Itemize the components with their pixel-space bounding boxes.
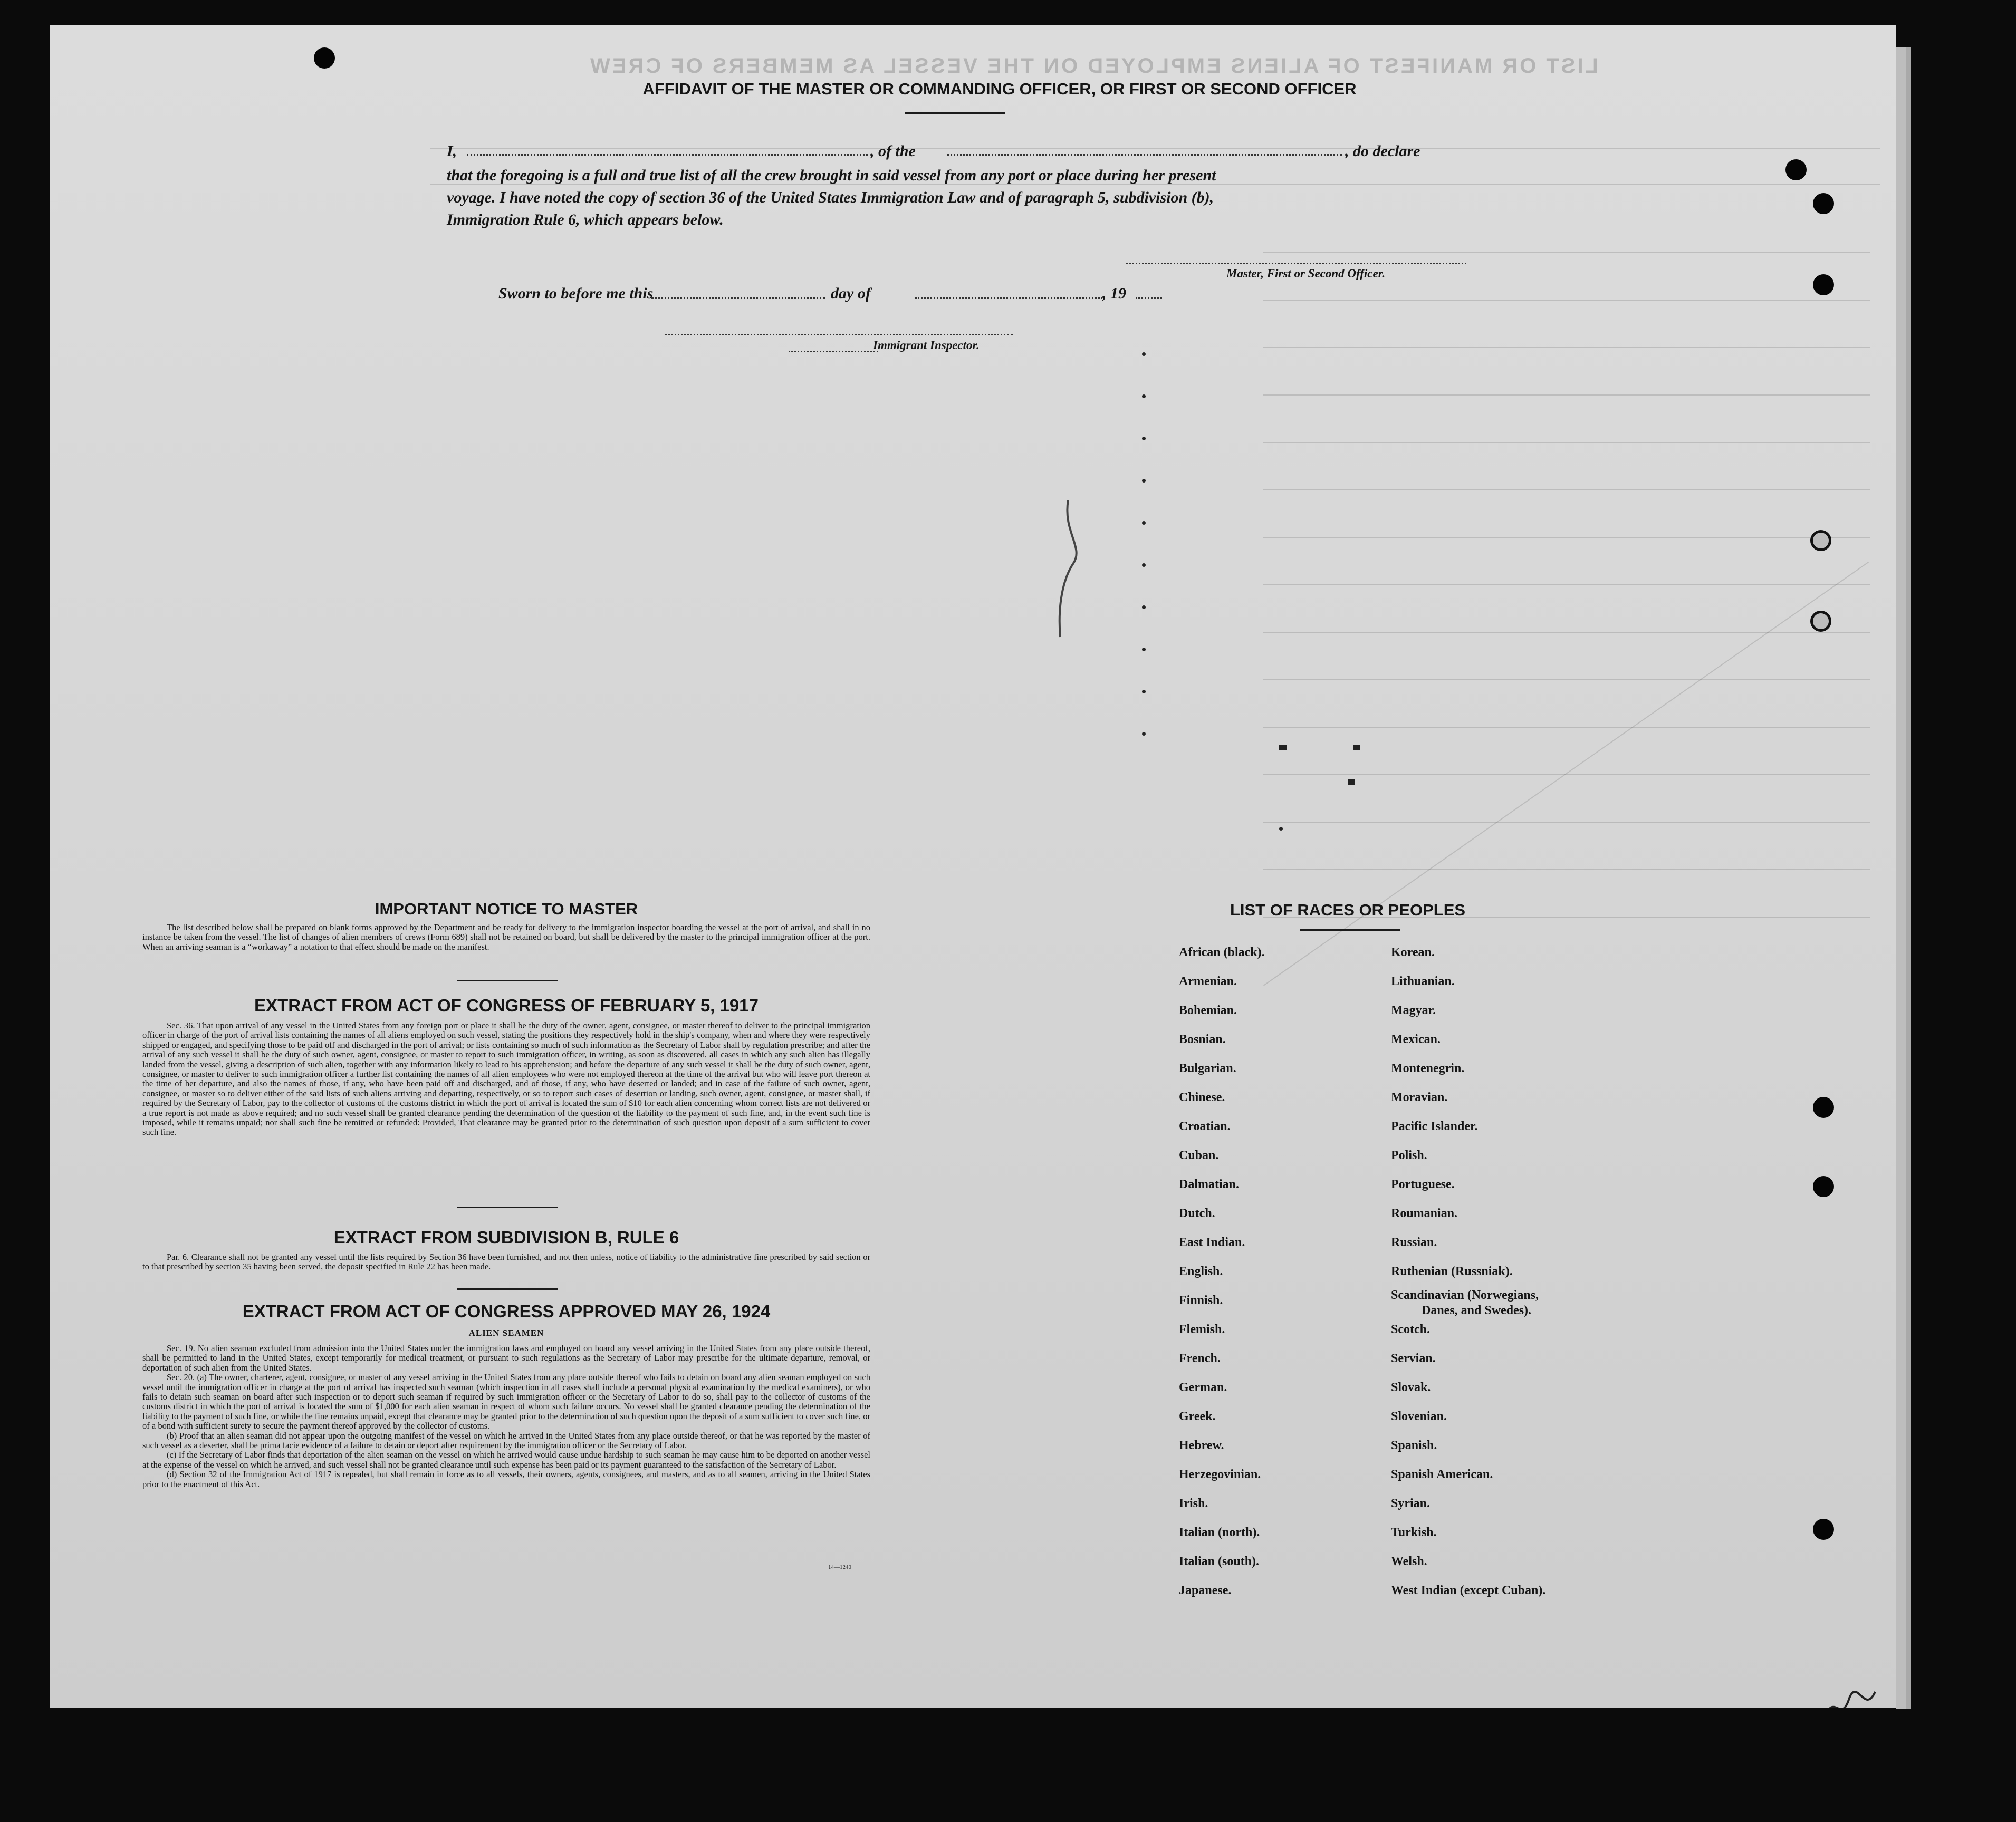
race-item: English. [1179,1265,1223,1278]
ink-mark [1142,605,1146,609]
extract-1917-body [142,1021,870,1137]
ink-mark [1142,563,1146,567]
race-item: Slovak. [1391,1381,1431,1394]
race-item: Bosnian. [1179,1033,1226,1046]
sec-20a-paragraph: Sec. 20. (a) The owner, charterer, agent, consignee, or master of any vessel arriving in the United States from any place outside thereof who fails to detain on board any alien seaman employed on such vessel until the immigration officer in charge at the port of arrival has inspected such seaman (which inspection in all cases shall include a personal physical examination by the medical examiners), or who fails to detain such seaman on board after such inspection or to deport such seaman if required by such immigration officer or the Secretary of Labor to do so, shall pay to the collector of customs of the customs district in which the port of arrival is located the sum of $1,000 for each alien seaman in respect of whom such failure occurs. No vessel shall be granted clearance pending the determination of the liability to the payment of such fine, or while the fine remains unpaid, except that clearance may be granted prior to the determination of such question upon the deposit of a sum sufficient to cover such fine, or of a bond with sufficient surety to secure the payment thereof approved by the collector of customs. [142,1372,870,1431]
punch-hole-icon [1813,1519,1834,1540]
punch-hole-icon [1813,274,1834,295]
ink-mark [1142,648,1146,651]
notice-paragraph: The list described below shall be prepared on blank forms approved by the Department and be ready for delivery to the immigration inspector boarding the vessel at the port of arrival, and shall in no instance be taken from the vessel. The list of changes of alien members of crews (Form 689) shall not be retained on board, but shall be delivered by the master to the principal immigration officer at the port. When an arriving seaman is a “workaway” a notation to that effect should be made on the manifest. [142,922,870,952]
sworn-day-line[interactable] [651,297,825,299]
race-item: Magyar. [1391,1004,1436,1017]
sworn-year-line[interactable] [1136,297,1162,299]
race-item: Greek. [1179,1410,1216,1423]
sec-19-paragraph: Sec. 19. No alien seaman excluded from admission into the United States under the immigration laws and employed on board any vessel arriving in the United States from any place outside thereof, shall be permitted to land in the United States, except temporarily for medical treatment, or pursuant to such regulations as the Secretary of Labor may prescribe for the ultimate departure, removal, or deportation of such alien from the United States. [142,1343,870,1373]
inspector-signature-line[interactable] [665,334,1013,335]
day-of-label: day of [831,285,871,302]
race-item: German. [1179,1381,1227,1394]
race-item: Slovenian. [1391,1410,1447,1423]
affidavit-declare-label: , do declare [1345,142,1420,160]
ink-mark [1142,394,1146,398]
extract-rule6-title: EXTRACT FROM SUBDIVISION B, RULE 6 [333,1228,679,1247]
sworn-label: Sworn to before me this [498,285,654,302]
race-item: Ruthenian (Russniak). [1391,1265,1513,1278]
race-item: Herzegovinian. [1179,1468,1261,1481]
ink-mark [1142,352,1146,356]
bleed-through-header: LIST OR MANIFEST OF ALIENS EMPLOYED ON THE VESSEL AS MEMBERS OF CREW [588,54,1599,78]
races-title: LIST OF RACES OR PEOPLES [1230,901,1466,919]
punch-hole-icon [1813,193,1834,214]
race-item: Japanese. [1179,1584,1232,1597]
race-item: Dutch. [1179,1207,1215,1220]
extract-1924-body [142,1344,870,1489]
affidavit-line-3: Immigration Rule 6, which appears below. [447,211,724,228]
race-item: East Indian. [1179,1236,1245,1249]
year-label: , 19 [1102,285,1126,302]
punch-hole-icon [1785,159,1807,180]
race-item: Croatian. [1179,1120,1231,1133]
races-title-rule [1300,929,1400,931]
underlying-page-edge [1906,47,1911,1709]
extract-1917-rule [457,1207,558,1208]
race-item: Montenegrin. [1391,1062,1465,1075]
race-item: Mexican. [1391,1033,1441,1046]
race-item: Italian (south). [1179,1555,1260,1568]
ink-mark [1142,437,1146,440]
ink-mark [1142,521,1146,525]
extract-rule6-body [142,1252,870,1272]
underlying-page-edge [1896,47,1906,1709]
affidavit-of-the-label: , of the [870,142,916,160]
inspector-label: Immigrant Inspector. [873,339,980,352]
race-item: Welsh. [1391,1555,1427,1568]
race-item: Scotch. [1391,1323,1430,1336]
race-item: Syrian. [1391,1497,1431,1510]
ink-mark [1279,745,1287,750]
extract-rule6-paragraph: Par. 6. Clearance shall not be granted any vessel until the lists required by Section 36 have been furnished, and not then unless, notice of liability to the administrative fine prescribed by said section or to that prescribed by section 35 having been served, the deposit specified in Rule 22 has been made. [142,1252,870,1272]
affidavit-i-label: I, [447,142,457,160]
race-item: African (black). [1179,946,1265,959]
race-item: Hebrew. [1179,1439,1224,1452]
race-item: Spanish. [1391,1439,1437,1452]
race-item: Polish. [1391,1149,1427,1162]
race-item: Turkish. [1391,1526,1437,1539]
pencil-mark [1052,500,1095,648]
punch-hole-icon [1810,530,1831,551]
extract-rule6-rule [457,1288,558,1290]
affidavit-line-1: that the foregoing is a full and true list of all the crew brought in said vessel from any port or place during her present [447,167,1216,184]
sec-20b-paragraph: (b) Proof that an alien seaman did not appear upon the outgoing manifest of the vessel on which he arrived in the United States from any place outside thereof, or that he was reported by the master of such vessel as a deserter, shall be prima facie evidence of a failure to detain or deport after requirement by the immigration officer or the Secretary of Labor. [142,1430,870,1451]
punch-hole-icon [1813,1176,1834,1197]
race-item: Dalmatian. [1179,1178,1239,1191]
extract-1917-paragraph: Sec. 36. That upon arrival of any vessel in the United States from any foreign port or place it shall be the duty of the owner, agent, consignee, or master thereof to deliver to the principal immigration officer in charge of the port of arrival lists containing the names of all aliens employed on such vessel, stating the positions they respectively hold in the ship's company, when and where they were respectively shipped or engaged, and specifying those to be paid off and discharged in the port of arrival; or lists containing so much of such information as the Secretary of Labor shall by regulation prescribe; and after the arrival of any such vessel it shall be the duty of such owner, agent, consignee, or master to report to such immigration officer, in writing, as soon as discovered, all cases in which any such alien has illegally landed from the vessel, giving a description of such alien, together with any information likely to lead to his apprehension; and before the departure of any such vessel it shall be the duty of such owner, agent, consignee, or master to deliver to such immigration officer a further list containing the names of all alien employees who were not employed thereon at the time of the arrival but who will leave port thereon at the time of her departure, and also the names of those, if any, who have been paid off and discharged, and of those, if any, who have deserted or landed; and in case of the failure of such owner, agent, consignee, or master so to deliver either of the said lists of such aliens arriving and departing, respectively, or so to report such cases of desertion or landing, such owner, agent, consignee, or master shall, if required by the Secretary of Labor, pay to the collector of customs of the customs district in which the port of arrival is located the sum of $10 for each alien concerning whom correct lists are not delivered or a true report is not made as above required; and no such vessel shall be granted clearance pending the determination of the question of the liability to the payment of such fine, and, in the event such fine is imposed, while it remains unpaid; nor shall such fine be remitted or refunded: Provided, That clearance may be granted prior to the determination of such question upon deposit of a sum sufficient to cover such fine. [142,1020,870,1137]
notice-title: IMPORTANT NOTICE TO MASTER [375,900,638,918]
affidavit-line-2: voyage. I have noted the copy of section 36 of the United States Immigration Law and of paragraph 5, subdivision (b), [447,189,1214,206]
ink-mark [1279,827,1283,831]
race-item: West Indian (except Cuban). [1391,1584,1546,1597]
affidavit-title: AFFIDAVIT OF THE MASTER OR COMMANDING OFFICER, OR FIRST OR SECOND OFFICER [642,80,1357,98]
affidavit-title-rule [905,112,1005,114]
ink-mark [1348,779,1355,785]
race-item: Spanish American. [1391,1468,1493,1481]
ink-mark [1353,745,1360,750]
race-item: French. [1179,1352,1221,1365]
extract-1917-title: EXTRACT FROM ACT OF CONGRESS OF FEBRUARY 5, 1917 [254,996,759,1015]
race-item-continuation: Danes, and Swedes). [1422,1304,1532,1317]
affidavit-name-line[interactable] [467,154,868,156]
race-item: Lithuanian. [1391,975,1455,988]
race-item: Cuban. [1179,1149,1219,1162]
extract-1924-title: EXTRACT FROM ACT OF CONGRESS APPROVED MAY 26, 1924 [242,1302,771,1321]
inspector-short-line [789,351,878,352]
sec-20d-paragraph: (d) Section 32 of the Immigration Act of 1917 is repealed, but shall remain in force as to all vessels, their owners, agents, consignees, and masters, and as to all seamen, arriving in the United States prior to the enactment of this Act. [142,1469,870,1489]
punch-hole-icon [314,47,335,69]
punch-hole-icon [1813,1097,1834,1118]
race-item: Roumanian. [1391,1207,1458,1220]
race-item: Pacific Islander. [1391,1120,1478,1133]
race-item: Armenian. [1179,975,1237,988]
race-item: Irish. [1179,1497,1208,1510]
race-item: Scandinavian (Norwegians, [1391,1288,1539,1302]
sec-20c-paragraph: (c) If the Secretary of Labor finds that deportation of the alien seaman on the vessel on which he arrived would cause undue hardship to such seaman he may cause him to be deported on another vessel at the expense of the vessel on which he arrived, and such vessel shall not be granted clearance until such expense has been paid or its payment guaranteed to the satisfaction of the Secretary of Labor. [142,1450,870,1470]
ink-mark [1142,732,1146,736]
ink-mark [1142,690,1146,693]
master-signature-label: Master, First or Second Officer. [1226,267,1386,280]
race-item: Chinese. [1179,1091,1225,1104]
race-item: Korean. [1391,946,1435,959]
form-number: 14—1240 [828,1564,851,1570]
handwritten-initials [1822,1686,1880,1708]
sworn-month-line[interactable] [915,297,1102,299]
race-item: Finnish. [1179,1294,1223,1307]
race-item: Russian. [1391,1236,1437,1249]
race-item: Flemish. [1179,1323,1225,1336]
extract-1924-subtitle: ALIEN SEAMEN [468,1328,544,1338]
race-item: Moravian. [1391,1091,1448,1104]
ink-mark [1142,479,1146,483]
race-item: Portuguese. [1391,1178,1455,1191]
race-item: Servian. [1391,1352,1436,1365]
race-item: Bulgarian. [1179,1062,1236,1075]
notice-body [142,923,870,952]
document-page [50,25,1896,1708]
race-item: Bohemian. [1179,1004,1237,1017]
race-item: Italian (north). [1179,1526,1260,1539]
notice-rule [457,980,558,981]
affidavit-vessel-line[interactable] [947,154,1342,156]
punch-hole-icon [1810,611,1831,632]
master-signature-line[interactable] [1126,263,1466,264]
